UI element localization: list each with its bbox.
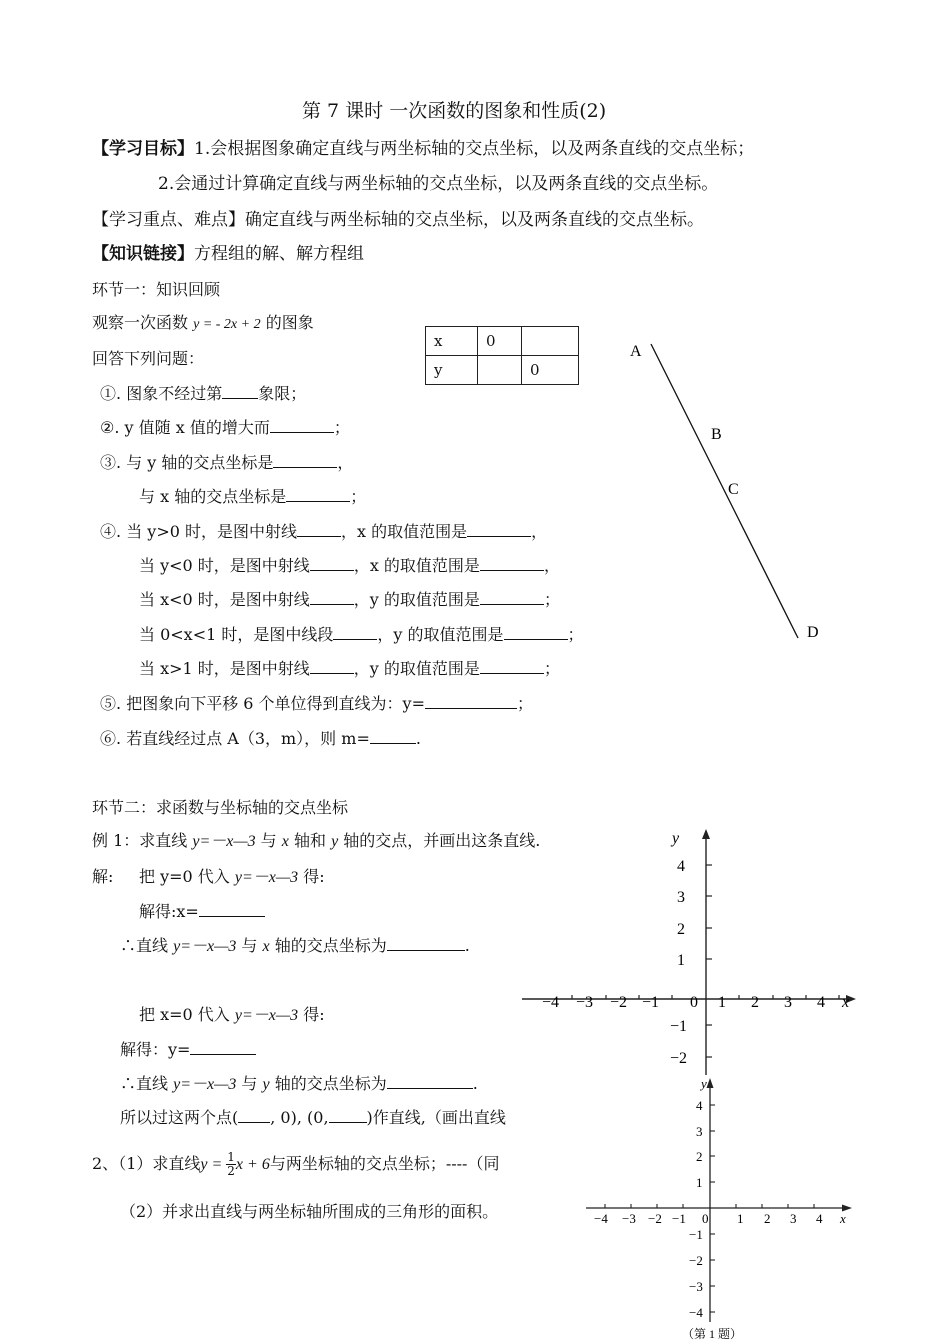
q-text: ，y 的取值范围是	[353, 659, 480, 678]
question-3b	[139, 487, 366, 507]
question-4e	[139, 659, 560, 679]
q-text: ；	[350, 487, 367, 506]
x-tick-label: −3	[576, 994, 594, 1011]
answer-blank[interactable]	[286, 487, 350, 502]
ex-text: 例 1：求直线	[92, 831, 193, 850]
answer-blank[interactable]	[387, 936, 465, 951]
origin-label: 0	[690, 994, 698, 1011]
question-4c	[139, 590, 560, 610]
sol-text: 轴的交点坐标为	[269, 1074, 387, 1093]
y-tick-label: −1	[689, 1227, 703, 1242]
q-text: （1）求直线	[118, 1154, 201, 1173]
keypoints	[92, 210, 704, 230]
x-tick-label: 1	[737, 1211, 744, 1226]
answer-blank[interactable]	[222, 384, 258, 399]
x-tick-label: −1	[642, 994, 660, 1011]
axis-var: y	[331, 833, 339, 850]
ex-text: 与	[255, 831, 282, 850]
question-2b: （2）并求出直线与两坐标轴所围成的三角形的面积。	[120, 1202, 499, 1221]
q-text: 当 x>1 时，是图中射线	[139, 659, 310, 678]
q-num: ④.	[100, 522, 122, 541]
origin-label: 0	[702, 1211, 709, 1226]
answer-blank[interactable]	[238, 1108, 270, 1123]
answer-blank[interactable]	[310, 590, 354, 605]
y-axis-arrow-icon	[707, 1078, 714, 1088]
y-tick-label: −4	[689, 1305, 703, 1320]
observe-line	[92, 313, 314, 335]
table-cell: 0	[522, 356, 579, 385]
y-tick-label: 3	[696, 1124, 703, 1139]
section1-heading: 环节一：知识回顾	[92, 280, 221, 299]
knowledge-link	[92, 244, 364, 264]
answer-blank[interactable]	[310, 556, 354, 571]
sol-text: 得:	[298, 867, 325, 886]
y-tick-label: 1	[696, 1175, 703, 1190]
table-row	[426, 356, 579, 385]
x-tick-label: −1	[672, 1211, 686, 1226]
sol-text: , 0), (0,	[270, 1108, 329, 1127]
answer-prompt: 回答下列问题：	[92, 349, 205, 368]
sol-text: ∴直线	[120, 936, 174, 955]
solution-step6: ∴直线 y=－x—3 与 y 轴的交点坐标为 .	[120, 1074, 478, 1093]
label-c: C	[728, 481, 739, 498]
sol-text: )作直线,（画出直线	[366, 1108, 506, 1127]
answer-blank[interactable]	[480, 590, 544, 605]
observe-pre: 观察一次函数	[92, 313, 189, 332]
q-text: 当 x<0 时，是图中射线	[139, 590, 310, 609]
q-text: 当 y<0 时，是图中射线	[139, 556, 310, 575]
equation-rest: x + 6	[235, 1156, 270, 1173]
x-tick-label: −4	[594, 1211, 608, 1226]
y-axis-label: y	[701, 1076, 707, 1091]
x-tick-label: −2	[648, 1211, 662, 1226]
equation: y=－x—3	[192, 833, 256, 850]
equation-var: y	[200, 1156, 208, 1173]
q-text: ；	[543, 590, 560, 609]
answer-blank[interactable]	[480, 659, 544, 674]
page-title: 第 7 课时 一次函数的图象和性质(2)	[302, 100, 607, 122]
solution-step2	[139, 902, 265, 922]
sol-text: 把 y=0 代入	[139, 867, 235, 886]
x-axis-label: x	[840, 1211, 846, 1226]
table-cell	[478, 356, 522, 385]
label-d: D	[807, 624, 819, 641]
answer-blank[interactable]	[273, 453, 337, 468]
section2-heading: 环节二：求函数与坐标轴的交点坐标	[92, 798, 349, 817]
solution-step1	[139, 867, 325, 888]
question-4a	[100, 522, 547, 542]
sol-text: 所以过这两个点(	[120, 1108, 239, 1127]
y-tick-label: −1	[670, 1018, 688, 1035]
table-row	[426, 327, 579, 356]
q-text: ，	[531, 522, 548, 541]
y-axis-label: y	[672, 830, 680, 847]
q-text: y 值随 x 值的增大而	[124, 418, 270, 437]
q-num: ②.	[100, 418, 120, 437]
q-text: ；	[333, 418, 350, 437]
question-1	[100, 384, 306, 404]
equation: y=－x—3	[234, 1007, 299, 1024]
q-text: 象限；	[258, 384, 307, 403]
y-tick-label: −3	[689, 1279, 703, 1294]
y-tick-label: 2	[677, 921, 685, 938]
question-2a: 2、（1）求直线y = $\frac{1}{2}$ x + 6与两坐标轴的交点坐标；----（同	[92, 1150, 500, 1178]
observe-post: 的图象	[265, 313, 314, 332]
x-tick-label: 3	[784, 994, 792, 1011]
coordinate-graph-1	[520, 825, 860, 1080]
axis-var: x	[262, 938, 270, 955]
table-cell: y	[426, 356, 478, 385]
line-abcd	[651, 344, 798, 638]
x-tick-label: 1	[718, 994, 726, 1011]
coordinate-graph-2	[582, 1072, 860, 1344]
observe-formula: y = - 2x + 2	[193, 317, 261, 332]
table-cell: x	[426, 327, 478, 356]
question-3a	[100, 453, 353, 473]
q-text: ；	[543, 659, 560, 678]
sol-text: 得:	[298, 1005, 325, 1024]
figure-caption: （第 1 题）	[682, 1327, 743, 1341]
answer-blank[interactable]	[504, 625, 568, 640]
answer-blank[interactable]	[425, 694, 517, 709]
answer-blank[interactable]	[310, 659, 354, 674]
ex-text: 轴和	[288, 831, 332, 850]
x-tick-label: 3	[790, 1211, 797, 1226]
question-5	[100, 694, 533, 714]
sol-text: 把 x=0 代入	[139, 1005, 235, 1024]
q-text: 与 x 轴的交点坐标是	[139, 487, 287, 506]
table-cell: 0	[478, 327, 522, 356]
y-tick-label: 4	[677, 858, 685, 875]
keypoints-text: 确定直线与两坐标轴的交点坐标，以及两条直线的交点坐标。	[245, 210, 704, 230]
example-1	[92, 831, 540, 852]
question-4d	[139, 625, 584, 645]
answer-blank[interactable]	[333, 625, 377, 640]
solution-step5	[120, 1040, 256, 1060]
question-2	[100, 418, 350, 438]
label-b: B	[711, 426, 722, 443]
y-axis-arrow-icon	[702, 829, 710, 839]
q-text: ；	[517, 694, 534, 713]
fraction	[226, 1151, 236, 1178]
answer-blank[interactable]	[297, 522, 341, 537]
equation: y=－x—3	[234, 869, 299, 886]
axis-var: x	[281, 833, 289, 850]
equation: y=－x—3	[173, 938, 237, 955]
q-text: 与 y 轴的交点坐标是	[126, 453, 274, 472]
ex-text: 轴的交点，并画出这条直线.	[338, 831, 541, 850]
objectives-line2: 2.会通过计算确定直线与两坐标轴的交点坐标，以及两条直线的交点坐标。	[158, 174, 719, 194]
q-num: ⑥.	[100, 729, 122, 748]
answer-blank[interactable]	[387, 1074, 473, 1089]
answer-blank[interactable]	[370, 729, 416, 744]
solution-step4	[139, 1005, 325, 1026]
sol-text: 与	[236, 936, 263, 955]
q-text: 图象不经过第	[126, 384, 223, 403]
sol-text: 解得：y=	[120, 1040, 191, 1059]
q-text: ，y 的取值范围是	[377, 625, 504, 644]
sol-text: 轴的交点坐标为	[269, 936, 387, 955]
objectives-label: 【学习目标】	[92, 139, 194, 159]
q-text: .	[415, 729, 421, 748]
q-num: ①.	[100, 384, 122, 403]
answer-blank[interactable]	[480, 556, 544, 571]
q-text: ；	[567, 625, 584, 644]
sol-text: 解得:x=	[139, 902, 199, 921]
fraction-denominator: 2	[227, 1164, 235, 1178]
sol-text: 与	[236, 1074, 263, 1093]
x-tick-label: 2	[764, 1211, 771, 1226]
question-6	[100, 729, 421, 749]
y-tick-label: 4	[696, 1098, 703, 1113]
q-num: ③.	[100, 453, 122, 472]
q-text: 把图象向下平移 6 个单位得到直线为：y=	[126, 694, 425, 713]
axis-var: y	[262, 1076, 270, 1093]
q-text: ，y 的取值范围是	[353, 590, 480, 609]
sol-text: ∴直线	[120, 1074, 174, 1093]
x-tick-label: 2	[751, 994, 759, 1011]
objectives-text1: 1.会根据图象确定直线与两坐标轴的交点坐标，以及两条直线的交点坐标；	[194, 139, 755, 159]
y-tick-label: −2	[689, 1253, 703, 1268]
solution-step7	[120, 1108, 588, 1128]
y-tick-label: 3	[677, 889, 685, 906]
solution-step3: ∴直线 y=－x—3 与 x 轴的交点坐标为 .	[120, 936, 470, 955]
x-tick-label: −2	[610, 994, 628, 1011]
y-tick-label: 1	[677, 952, 685, 969]
x-tick-label: −3	[622, 1211, 636, 1226]
q-text: ，	[337, 453, 354, 472]
answer-blank[interactable]	[270, 418, 334, 433]
solution-label: 解:	[92, 867, 114, 886]
q-num: ⑤.	[100, 694, 122, 713]
label-a: A	[630, 343, 642, 360]
q-text: ，	[543, 556, 560, 575]
x-axis-label: x	[842, 994, 850, 1011]
keypoints-label: 【学习重点、难点】	[92, 210, 245, 230]
x-tick-label: 4	[816, 1211, 823, 1226]
q-text: 当 y>0 时，是图中射线	[126, 522, 297, 541]
q-text: ，x 的取值范围是	[341, 522, 468, 541]
table-cell	[522, 327, 579, 356]
q-text: 若直线经过点 A（3，m），则 m=	[126, 729, 370, 748]
link-text: 方程组的解、解方程组	[194, 244, 364, 264]
q-text: 当 0<x<1 时，是图中线段	[139, 625, 334, 644]
answer-blank[interactable]	[467, 522, 531, 537]
equation: y=－x—3	[173, 1076, 237, 1093]
x-tick-label: −4	[542, 994, 560, 1011]
fraction-numerator: 1	[227, 1150, 235, 1164]
link-label: 【知识链接】	[92, 244, 194, 264]
q-text: ，x 的取值范围是	[353, 556, 480, 575]
q-text: 与两坐标轴的交点坐标；----（同	[269, 1154, 500, 1173]
objectives-line1	[92, 139, 754, 159]
question-4b	[139, 556, 560, 576]
value-table	[425, 326, 579, 385]
line-abcd-figure	[620, 335, 820, 645]
answer-blank[interactable]	[329, 1108, 367, 1123]
x-tick-label: 4	[817, 994, 825, 1011]
y-tick-label: −2	[670, 1050, 688, 1067]
answer-blank[interactable]	[199, 902, 265, 917]
q-num: 2、	[92, 1154, 119, 1173]
answer-blank[interactable]	[190, 1040, 256, 1055]
y-tick-label: 2	[696, 1149, 703, 1164]
